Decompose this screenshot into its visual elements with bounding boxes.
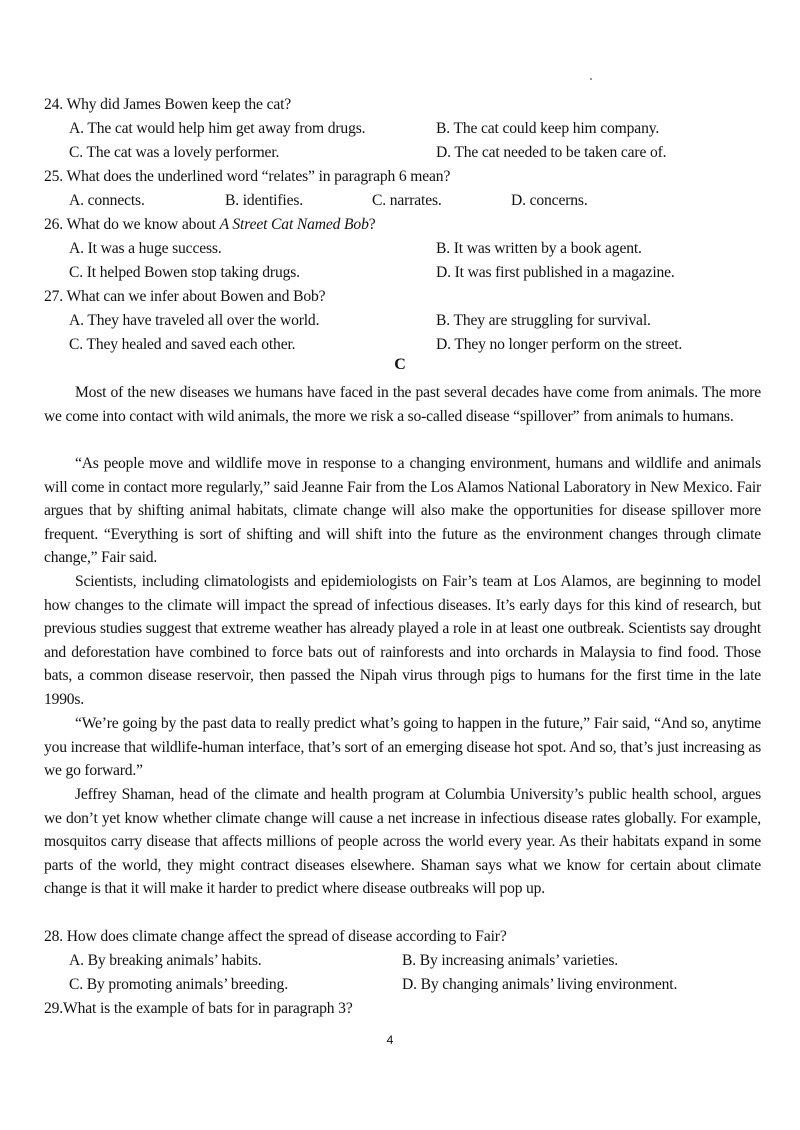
passage-paragraph-1: Most of the new diseases we humans have faced in the past several decades have come from animals. The more we come into contact with wild animals, the more we risk a so-called disease “spillover” from animals to humans. [44, 384, 761, 425]
q24-option-b: B. The cat could keep him company. [436, 120, 660, 137]
question-27 [44, 288, 325, 306]
page-number: 4 [386, 1033, 394, 1047]
q28-option-d: D. By changing animals’ living environment. [402, 976, 678, 993]
q25-option-b: B. identifies. [225, 192, 304, 209]
section-heading: C [394, 356, 406, 373]
q27-option-d: D. They no longer perform on the street. [436, 336, 683, 353]
q25-option-a: A. connects. [69, 192, 145, 209]
question-number: 26. [44, 216, 64, 233]
question-text: What do we know about A Street Cat Named Bob? [66, 216, 376, 233]
passage-paragraph-3: Scientists, including climatologists and epidemiologists on Fair’s team at Los Alamos, are beginning to model how changes to the climate will impact the spread of infectious diseases. It’s early days for this kind of research, but previous studies suggest that extreme weather has already played a role in at least one outbreak. Scientists say drought and deforestation have combined to force bats out of rainforests and into orchards in Malaysia to find food. Those bats, a common disease reservoir, then passed the Nipah virus through pigs to humans for the first time in the late 1990s. [44, 573, 761, 708]
q27-option-c: C. They healed and saved each other. [69, 336, 296, 353]
question-text: What can we infer about Bowen and Bob? [66, 288, 326, 305]
question-28 [44, 928, 507, 946]
q26-option-d: D. It was first published in a magazine. [436, 264, 675, 281]
q26-option-a: A. It was a huge success. [69, 240, 222, 257]
q28-option-c: C. By promoting animals’ breeding. [69, 976, 288, 993]
question-text: What is the example of bats for in paragraph 3? [63, 1000, 353, 1017]
q25-option-d: D. concerns. [511, 192, 588, 209]
question-25 [44, 168, 450, 186]
q28-option-b: B. By increasing animals’ varieties. [402, 952, 619, 969]
passage-paragraph-2: “As people move and wildlife move in response to a changing environment, humans and wildlife and animals will come in contact more regularly,” said Jeanne Fair from the Los Alamos National Laboratory in New Mexico. Fair argues that by shifting animal habitats, climate change will also make the opportunities for disease spillover more frequent. “Everything is sort of shifting and will shift into the future as the environment changes through climate change,” Fair said. [44, 455, 761, 567]
question-24 [44, 96, 291, 114]
q24-option-c: C. The cat was a lovely performer. [69, 144, 280, 161]
scan-speck [590, 78, 592, 80]
q24-option-d: D. The cat needed to be taken care of. [436, 144, 667, 161]
q27-option-b: B. They are struggling for survival. [436, 312, 651, 329]
q24-option-a: A. The cat would help him get away from drugs. [69, 120, 366, 137]
question-number: 25. [44, 168, 64, 185]
q25-option-c: C. narrates. [372, 192, 442, 209]
question-number: 27. [44, 288, 64, 305]
question-number: 29. [44, 1000, 64, 1017]
book-title: A Street Cat Named Bob [219, 216, 369, 233]
q27-option-a: A. They have traveled all over the world. [69, 312, 320, 329]
q28-option-a: A. By breaking animals’ habits. [69, 952, 262, 969]
question-26 [44, 216, 376, 234]
q26-option-c: C. It helped Bowen stop taking drugs. [69, 264, 300, 281]
question-text: Why did James Bowen keep the cat? [66, 96, 292, 113]
q26-option-b: B. It was written by a book agent. [436, 240, 642, 257]
question-number: 24. [44, 96, 64, 113]
passage-paragraph-5: Jeffrey Shaman, head of the climate and health program at Columbia University’s public health school, argues we don’t yet know whether climate change will cause a net increase in infectious disease rates globally. For example, mosquitos carry disease that affects millions of people across the world every year. As their habitats expand in some parts of the world, they might contract diseases elsewhere. Shaman says what we know for certain about climate change is that it will make it harder to predict where disease outbreaks will pop up. [44, 786, 761, 898]
question-text: How does climate change affect the spread of disease according to Fair? [66, 928, 507, 945]
question-text: What does the underlined word “relates” in paragraph 6 mean? [66, 168, 451, 185]
question-29 [44, 1000, 353, 1018]
question-number: 28. [44, 928, 64, 945]
passage-paragraph-4: “We’re going by the past data to really predict what’s going to happen in the future,” Fair said, “And so, anytime you increase that wildlife-human interface, that’s sort of an emerging disease hot spot. And so, that’s just increasing as we go forward.” [44, 715, 761, 780]
